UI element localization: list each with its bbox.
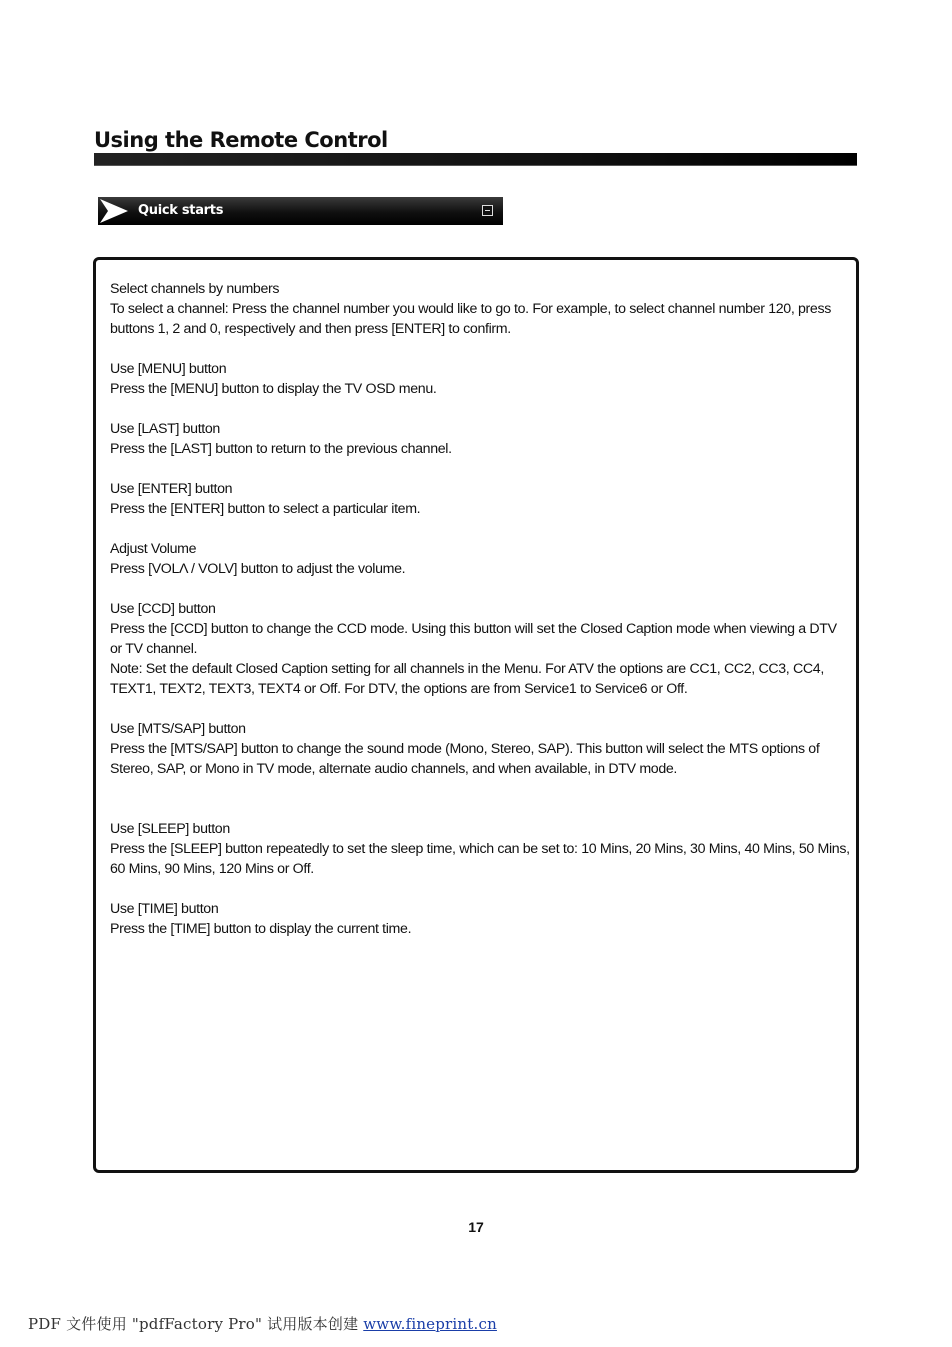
- section-heading: Use [SLEEP] button: [110, 821, 230, 837]
- section-text: Press [VOLΛ / VOLV] button to adjust the volume.: [110, 561, 406, 577]
- section-heading: Use [MTS/SAP] button: [110, 721, 246, 737]
- section-enter: [110, 479, 850, 519]
- section-heading: Use [CCD] button: [110, 601, 216, 617]
- section-text: Press the [CCD] button to change the CCD mode. Using this button will set the Closed Caption mode when viewing a DTV or TV channel.: [110, 621, 837, 657]
- section-ccd: [110, 599, 850, 699]
- section-heading: Use [MENU] button: [110, 361, 227, 377]
- page-title: Using the Remote Control: [94, 128, 388, 152]
- section-select-channels: [110, 279, 850, 339]
- quick-starts-label: Quick starts: [138, 203, 224, 218]
- section-time: [110, 899, 850, 939]
- section-text: To select a channel: Press the channel number you would like to go to. For example, to select channel number 120, press buttons 1, 2 and 0, respectively and then press [ENTER] to confirm.: [110, 301, 831, 337]
- section-text: Press the [TIME] button to display the current time.: [110, 921, 412, 937]
- section-text: Press the [LAST] button to return to the previous channel.: [110, 441, 452, 457]
- section-heading: Use [LAST] button: [110, 421, 220, 437]
- section-heading: Use [ENTER] button: [110, 481, 233, 497]
- section-mts-sap: [110, 719, 850, 779]
- section-text: Press the [MTS/SAP] button to change the sound mode (Mono, Stereo, SAP). This button will select the MTS options of Stereo, SAP, or Mono in TV mode, alternate audio channels, and when available, in DTV mode.: [110, 741, 820, 777]
- section-heading: Select channels by numbers: [110, 281, 280, 297]
- collapse-icon[interactable]: [482, 205, 493, 216]
- title-rule: [94, 153, 857, 166]
- section-menu: [110, 359, 850, 399]
- section-heading: Use [TIME] button: [110, 901, 219, 917]
- chevron-right-icon: [98, 197, 132, 225]
- section-text: Press the [SLEEP] button repeatedly to set the sleep time, which can be set to: 10 Mins, 20 Mins, 30 Mins, 40 Mins, 50 Mins, 60 Mins, 90 Mins, 120 Mins or Off.: [110, 841, 850, 877]
- footer-text: PDF 文件使用 "pdfFactory Pro" 试用版本创建: [28, 1315, 359, 1333]
- section-text: Press the [MENU] button to display the TV OSD menu.: [110, 381, 437, 397]
- page-number: 17: [468, 1219, 484, 1235]
- section-heading: Adjust Volume: [110, 541, 197, 557]
- section-volume: [110, 539, 850, 579]
- quick-starts-bar[interactable]: [98, 197, 503, 225]
- section-last: [110, 419, 850, 459]
- section-note: Note: Set the default Closed Caption setting for all channels in the Menu. For ATV the options are CC1, CC2, CC3, CC4, TEXT1, TEXT2, TEXT3, TEXT4 or Off. For DTV, the options are from Service1 to Service6 or Off.: [110, 661, 824, 697]
- footer-link[interactable]: www.fineprint.cn: [363, 1315, 497, 1333]
- section-text: Press the [ENTER] button to select a particular item.: [110, 501, 421, 517]
- section-sleep: [110, 819, 850, 879]
- pdf-footer: [28, 1313, 497, 1334]
